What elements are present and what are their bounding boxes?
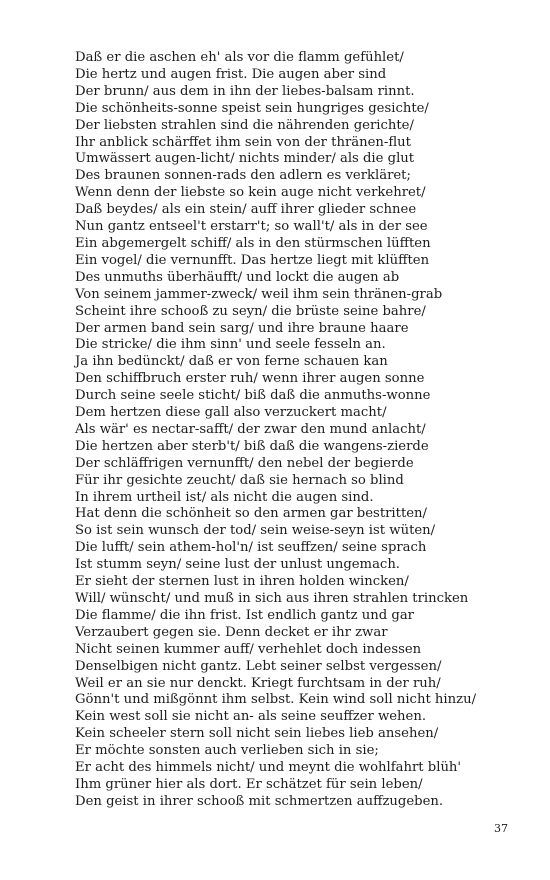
- poem-line: Der liebsten strahlen sind die nährenden gerichte/: [75, 117, 414, 133]
- poem-line: Der brunn/ aus dem in ihn der liebes-balsam rinnt.: [75, 83, 415, 99]
- poem-text: [75, 50, 476, 811]
- poem-line: Die stricke/ die ihm sinn' und seele fesseln an.: [75, 337, 386, 353]
- poem-line: Scheint ihre schooß zu seyn/ die brüste seine bahre/: [75, 303, 426, 319]
- poem-line: Als wär' es nectar-safft/ der zwar den mund anlacht/: [75, 421, 426, 437]
- poem-line: Daß er die aschen eh' als vor die flamm gefühlet/: [75, 50, 404, 65]
- poem-line: Ein vogel/ die vernunfft. Das hertze liegt mit klüfften: [75, 252, 430, 268]
- poem-line: Von seinem jammer-zweck/ weil ihm sein thränen-grab: [75, 286, 443, 302]
- poem-line: Umwässert augen-licht/ nichts minder/ als die glut: [75, 151, 415, 167]
- poem-line: Ist stumm seyn/ seine lust der unlust ungemach.: [75, 557, 400, 573]
- poem-line: So ist sein wunsch der tod/ sein weise-seyn ist wüten/: [75, 523, 436, 539]
- poem-line: Hat denn die schönheit so den armen gar bestritten/: [75, 506, 427, 522]
- poem-line: Er acht des himmels nicht/ und meynt die wohlfahrt blüh': [75, 760, 462, 776]
- poem-line: Des unmuths überhäufft/ und lockt die augen ab: [75, 269, 400, 285]
- poem-line: Die hertz und augen frist. Die augen aber sind: [75, 66, 387, 82]
- poem-line: Ja ihn bedünckt/ daß er von ferne schauen kan: [75, 354, 388, 370]
- poem-line: Ihm grüner hier als dort. Er schätzet für sein leben/: [75, 776, 423, 792]
- poem-line: Dem hertzen diese gall also verzuckert macht/: [75, 405, 387, 421]
- poem-line: Kein west soll sie nicht an- als seine seuffzer wehen.: [75, 709, 427, 725]
- poem-line: Denselbigen nicht gantz. Lebt seiner selbst vergessen/: [75, 658, 442, 674]
- poem-line: Durch seine seele sticht/ biß daß die anmuths-wonne: [75, 388, 431, 404]
- poem-line: Wenn denn der liebste so kein auge nicht verkehret/: [75, 185, 426, 201]
- poem-line: Nun gantz entseel't erstarr't; so wall't/ als in der see: [75, 219, 428, 235]
- poem-line: Ihr anblick schärffet ihm sein von der thränen-flut: [75, 134, 411, 150]
- page-number: 37: [494, 822, 508, 835]
- poem-line: Den geist in ihrer schooß mit schmertzen auffzugeben.: [75, 793, 444, 809]
- poem-line: Gönn't und mißgönnt ihm selbst. Kein wind soll nicht hinzu/: [75, 692, 477, 708]
- poem-line: Der armen band sein sarg/ und ihre braune haare: [75, 320, 409, 336]
- poem-line: Des braunen sonnen-rads den adlern es verkläret;: [75, 168, 411, 184]
- poem-line: Für ihr gesichte zeucht/ daß sie hernach so blind: [75, 472, 404, 488]
- poem-line: Nicht seinen kummer auff/ verhehlet doch indessen: [75, 641, 422, 657]
- poem-line: Er sieht der sternen lust in ihren holden wincken/: [75, 574, 409, 590]
- poem-line: Ein abgemergelt schiff/ als in den stürmschen lüfften: [75, 235, 431, 251]
- poem-line: Der schläffrigen vernunfft/ den nebel der begierde: [75, 455, 414, 471]
- poem-line: Die hertzen aber sterb't/ biß daß die wangens-zierde: [75, 438, 429, 454]
- poem-line: Will/ wünscht/ und muß in sich aus ihren strahlen trincken: [75, 591, 469, 606]
- poem-line: Den schiffbruch erster ruh/ wenn ihrer augen sonne: [75, 371, 425, 387]
- poem-line: In ihrem urtheil ist/ als nicht die augen sind.: [75, 489, 374, 505]
- poem-line: Die flamme/ die ihn frist. Ist endlich gantz und gar: [75, 607, 414, 623]
- poem-line: Er möchte sonsten auch verlieben sich in sie;: [75, 743, 379, 759]
- poem-line: Daß beydes/ als ein stein/ auff ihrer glieder schnee: [75, 202, 417, 218]
- poem-line: Kein scheeler stern soll nicht sein liebes lieb ansehen/: [75, 726, 439, 742]
- poem-line: Die schönheits-sonne speist sein hungriges gesichte/: [75, 100, 429, 116]
- poem-line: Die lufft/ sein athem-hol'n/ ist seuffzen/ seine sprach: [75, 540, 427, 556]
- poem-line: Verzaubert gegen sie. Denn decket er ihr zwar: [75, 624, 388, 640]
- poem-line: Weil er an sie nur denckt. Kriegt furchtsam in der ruh/: [75, 675, 441, 691]
